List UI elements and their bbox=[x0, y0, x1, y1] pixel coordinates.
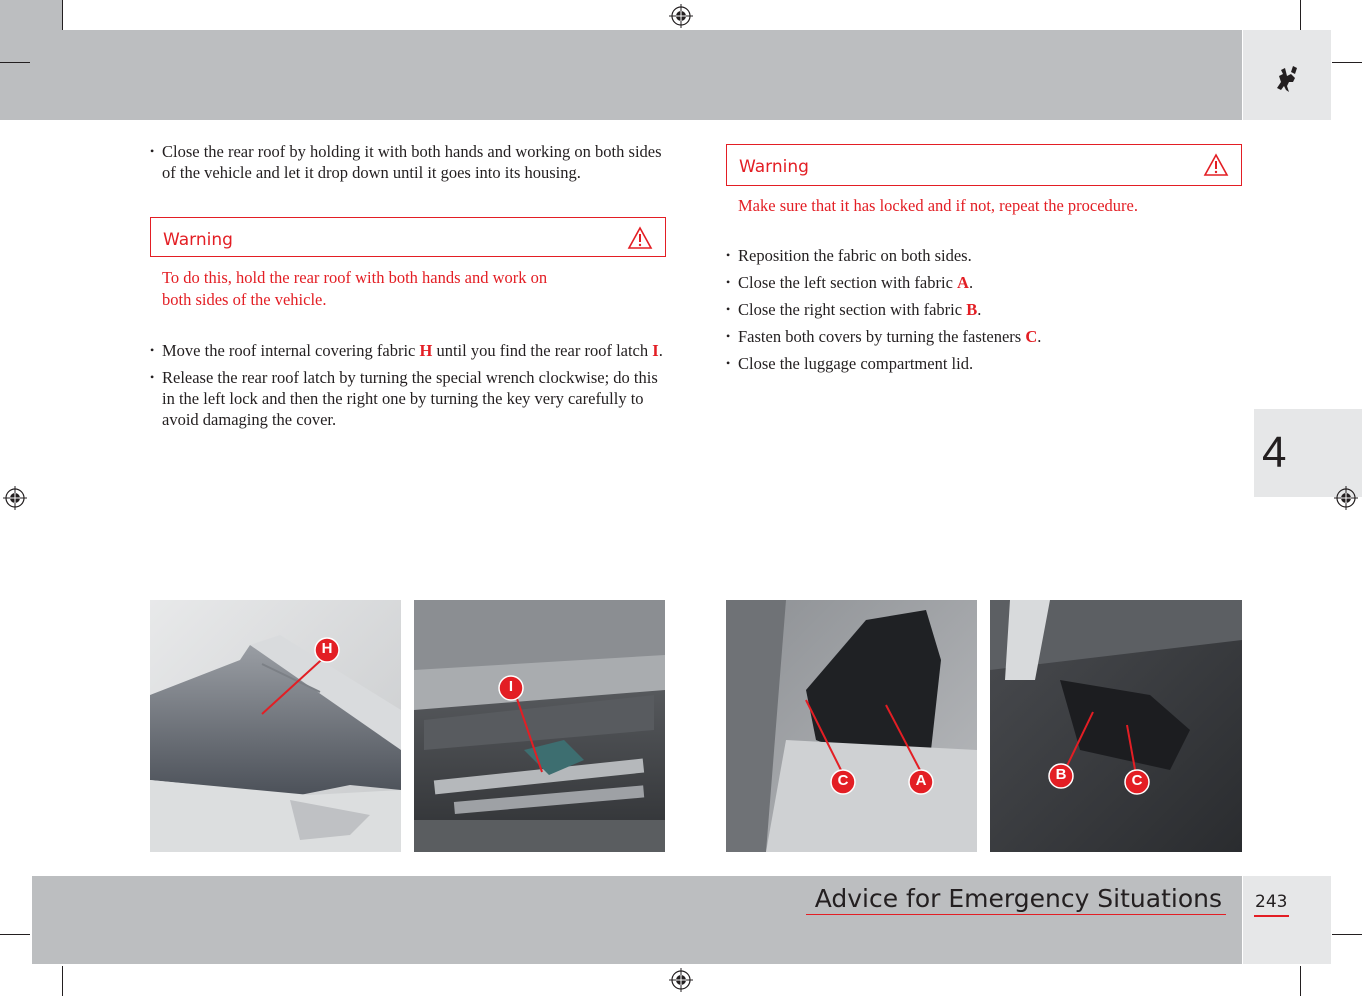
registration-mark-icon bbox=[669, 4, 693, 28]
left-bullets-top bbox=[150, 141, 666, 183]
chapter-number: 4 bbox=[1262, 428, 1287, 477]
list-item-text: Close the right section with fabric bbox=[738, 300, 967, 319]
section-title-underline bbox=[806, 914, 1226, 915]
list-item bbox=[726, 326, 1242, 347]
warning-text-line: both sides of the vehicle. bbox=[162, 290, 327, 309]
registration-mark-icon bbox=[1334, 486, 1358, 510]
crop-mark bbox=[0, 62, 30, 63]
page-number: 243 bbox=[1255, 892, 1288, 912]
registration-mark-icon bbox=[3, 486, 27, 510]
warning-text-line: To do this, hold the rear roof with both hands and work on bbox=[162, 268, 548, 287]
warning-triangle-icon bbox=[1203, 153, 1229, 177]
callout-label: I bbox=[508, 678, 514, 695]
crop-mark bbox=[62, 966, 63, 996]
warning-label: Warning bbox=[163, 230, 233, 250]
crop-mark bbox=[62, 0, 63, 30]
list-item bbox=[150, 340, 666, 361]
header-band bbox=[0, 30, 1242, 120]
list-item-text: Reposition the fabric on both sides. bbox=[738, 246, 972, 265]
crop-mark bbox=[1332, 934, 1362, 935]
list-item bbox=[726, 272, 1242, 293]
list-item-text: . bbox=[968, 273, 974, 292]
crop-mark bbox=[1300, 966, 1301, 996]
figure-roof-fabric bbox=[150, 600, 401, 852]
list-item-text: . bbox=[1037, 327, 1042, 346]
list-item bbox=[726, 353, 1242, 374]
left-warning-box bbox=[150, 217, 666, 257]
list-item bbox=[726, 299, 1242, 320]
list-item-text: . bbox=[658, 341, 663, 360]
callout-label: A bbox=[915, 772, 927, 789]
ref-letter-b: B bbox=[966, 300, 978, 319]
figure-roof-latch bbox=[414, 600, 665, 852]
page-number-underline bbox=[1254, 915, 1289, 917]
list-item-text: until you find the rear roof latch bbox=[432, 341, 653, 360]
crop-mark bbox=[0, 934, 30, 935]
list-item bbox=[726, 245, 1242, 266]
list-item-text: . bbox=[977, 300, 982, 319]
right-bullets bbox=[726, 245, 1242, 374]
callout-label: C bbox=[837, 772, 849, 789]
ref-letter-i: I bbox=[652, 341, 659, 360]
registration-mark-icon bbox=[669, 968, 693, 992]
callout-label: H bbox=[321, 640, 333, 657]
right-warning-box bbox=[726, 144, 1242, 186]
list-item-text: Close the left section with fabric bbox=[738, 273, 958, 292]
list-item-text: Move the roof internal covering fabric bbox=[162, 341, 420, 360]
crop-mark bbox=[1300, 0, 1301, 30]
callout-label: C bbox=[1131, 772, 1143, 789]
callout-label: B bbox=[1055, 766, 1067, 783]
section-title: Advice for Emergency Situations bbox=[814, 884, 1222, 913]
list-item: • Release the rear roof latch by turning the special wrench clockwise; do this in the left lock and then the right one by turning the key very carefully to avoid damaging the cover. bbox=[150, 367, 666, 430]
ref-letter-h: H bbox=[419, 341, 433, 360]
ref-letter-a: A bbox=[957, 273, 969, 292]
footer-page-tab bbox=[1243, 876, 1331, 964]
header-logo-tab bbox=[1243, 30, 1331, 120]
warning-label: Warning bbox=[739, 157, 809, 177]
list-item: • Close the rear roof by holding it with both hands and working on both sides of the vehicle and let it drop down until it goes into its housing. bbox=[150, 141, 666, 183]
crop-mark bbox=[1332, 62, 1362, 63]
warning-triangle-icon bbox=[627, 226, 653, 250]
prancing-horse-icon bbox=[1243, 30, 1331, 120]
ref-letter-c: C bbox=[1025, 327, 1038, 346]
left-warning-text bbox=[162, 267, 662, 311]
figure-right-cover bbox=[990, 600, 1242, 852]
list-item-text: Fasten both covers by turning the fasteners bbox=[738, 327, 1026, 346]
right-warning-text: Make sure that it has locked and if not, repeat the procedure. bbox=[738, 196, 1138, 215]
left-bullets-bottom bbox=[150, 340, 666, 430]
figure-left-cover bbox=[726, 600, 977, 852]
list-item-text: Close the luggage compartment lid. bbox=[738, 354, 974, 373]
